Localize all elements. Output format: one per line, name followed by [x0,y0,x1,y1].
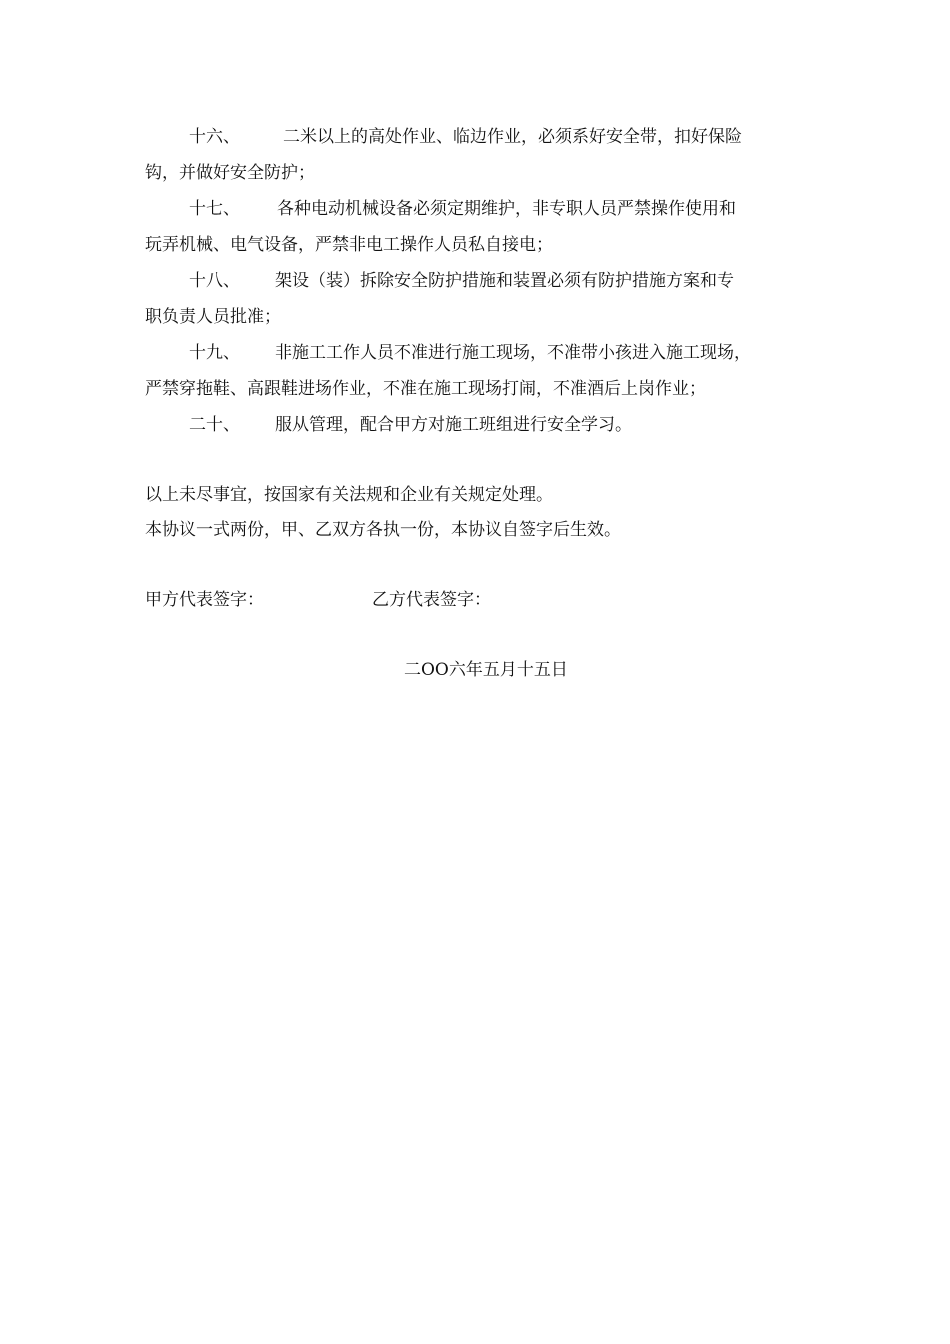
clause-text: 二米以上的高处作业、临边作业，必须系好安全带，扣好保险 [283,127,742,147]
clause-number: 二十、 [189,415,240,435]
clause-text-continued: 钩，并做好安全防护； [145,163,315,183]
clause-17 [145,191,810,263]
clause-text: 各种电动机械设备必须定期维护，非专职人员严禁操作使用和 [277,199,736,219]
clause-number: 十九、 [189,343,240,363]
clause-number: 十七、 [189,199,240,219]
clause-text-continued: 玩弄机械、电气设备，严禁非电工操作人员私自接电； [145,235,553,255]
party-b-signature-label: 乙方代表签字： [372,590,491,610]
clause-number: 十八、 [189,271,240,291]
clause-20 [145,407,810,443]
clause-text: 非施工工作人员不准进行施工现场，不准带小孩进入施工现场， [275,343,751,363]
closing-line-1: 以上未尽事宜，按国家有关法规和企业有关规定处理。 [145,485,553,505]
clause-number: 十六、 [189,127,240,147]
clause-text-continued: 职负责人员批准； [145,307,281,327]
document-date: 二OO六年五月十五日 [404,660,568,680]
clause-19 [145,335,810,407]
clause-18 [145,263,810,335]
clause-16 [145,119,810,191]
clause-text: 架设（装）拆除安全防护措施和装置必须有防护措施方案和专 [275,271,734,291]
party-a-signature-label: 甲方代表签字： [145,590,264,610]
closing-line-2: 本协议一式两份，甲、乙双方各执一份，本协议自签字后生效。 [145,520,621,540]
clause-text: 服从管理，配合甲方对施工班组进行安全学习。 [275,415,632,435]
clause-text-continued: 严禁穿拖鞋、高跟鞋进场作业，不准在施工现场打闹，不准酒后上岗作业； [145,379,706,399]
